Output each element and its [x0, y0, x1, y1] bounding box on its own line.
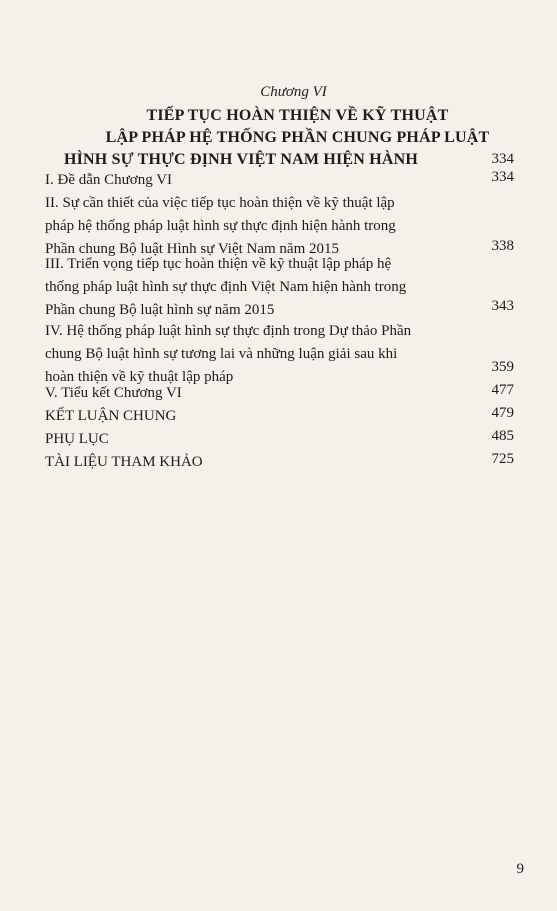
toc-entry-text: chung Bộ luật hình sự tương lai và những luận giải sau khi — [45, 346, 398, 362]
toc-entry-5[interactable] — [45, 382, 465, 405]
toc-entry-3-page: 343 — [491, 298, 514, 314]
toc-entry-references[interactable] — [45, 451, 465, 474]
toc-entry-text: KẾT LUẬN CHUNG — [45, 408, 177, 424]
toc-entry-text: thống pháp luật hình sự thực định Việt Nam hiện hành trong — [45, 279, 407, 295]
chapter-title-line-2: LẬP PHÁP HỆ THỐNG PHẦN CHUNG PHÁP LUẬT — [105, 129, 490, 146]
toc-entry-3[interactable] — [45, 253, 465, 322]
toc-entry-text: I. Đề dẫn Chương VI — [45, 172, 173, 188]
toc-entry-text: Phần chung Bộ luật hình sự năm 2015 — [45, 302, 275, 318]
chapter-title-line-3: HÌNH SỰ THỰC ĐỊNH VIỆT NAM HIỆN HÀNH — [63, 151, 419, 168]
chapter-title-line-1: TIẾP TỤC HOÀN THIỆN VỀ KỸ THUẬT — [146, 107, 449, 124]
toc-entry-references-page: 725 — [491, 451, 514, 467]
toc-entry-conclusion-page: 479 — [491, 405, 514, 421]
toc-entry-text: IV. Hệ thống pháp luật hình sự thực định trong Dự thảo Phần — [45, 323, 412, 339]
chapter-page-number: 334 — [491, 151, 514, 167]
chapter-label: Chương VI — [260, 84, 327, 100]
toc-entry-text: TÀI LIỆU THAM KHẢO — [45, 454, 203, 470]
toc-entry-appendix[interactable] — [45, 428, 465, 451]
toc-entry-4-page: 359 — [491, 359, 514, 375]
toc-entry-2-page: 338 — [491, 238, 514, 254]
toc-entry-text: hoàn thiện về kỹ thuật lập pháp — [45, 369, 234, 385]
toc-entry-text: pháp hệ thống pháp luật hình sự thực định hiện hành trong — [45, 218, 396, 234]
toc-entry-1[interactable] — [45, 169, 465, 192]
toc-entry-text: Phần chung Bộ luật Hình sự Việt Nam năm 2015 — [45, 241, 340, 257]
toc-entry-2[interactable] — [45, 192, 465, 261]
toc-entry-text: PHỤ LỤC — [45, 431, 109, 447]
toc-entry-1-page: 334 — [491, 169, 514, 185]
page-folio-number: 9 — [516, 861, 524, 877]
toc-entry-text: V. Tiểu kết Chương VI — [45, 385, 182, 401]
toc-entry-4[interactable] — [45, 320, 465, 389]
toc-entry-text: II. Sự cần thiết của việc tiếp tục hoàn thiện về kỹ thuật lập — [45, 195, 395, 211]
toc-entry-appendix-page: 485 — [491, 428, 514, 444]
toc-entry-text: III. Triển vọng tiếp tục hoàn thiện về kỹ thuật lập pháp hệ — [45, 256, 392, 272]
toc-entry-5-page: 477 — [491, 382, 514, 398]
toc-entry-conclusion[interactable] — [45, 405, 465, 428]
